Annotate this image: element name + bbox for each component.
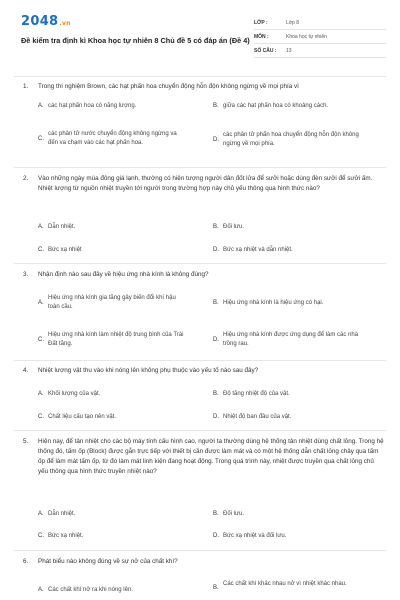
question-number: 4. — [23, 367, 29, 374]
divider — [14, 76, 386, 77]
option-5c[interactable] — [38, 530, 188, 542]
meta-row-count — [254, 44, 386, 58]
option-text: Bức xạ nhiệt và dẫn nhiệt. — [223, 246, 293, 253]
option-letter: C. — [38, 532, 44, 539]
option-letter: D. — [213, 246, 219, 253]
meta-value: 13 — [286, 47, 292, 54]
option-text: Dẫn nhiệt. — [48, 510, 76, 517]
option-letter: C. — [38, 413, 44, 420]
divider — [14, 263, 386, 264]
option-text: các phân tử phấn hoa chuyển động hỗn độn không ngừng về mọi phía. — [223, 132, 359, 147]
option-4a[interactable] — [38, 388, 188, 400]
option-letter: A. — [38, 299, 44, 306]
meta-row-subject — [254, 30, 386, 44]
question-text: Trong thí nghiệm Brown, các hạt phấn hoa chuyển động hỗn độn không ngừng về mọi phía vì — [38, 83, 299, 90]
meta-value: Khoa học tự nhiên — [286, 33, 327, 40]
option-text: Hiệu ứng nhà kính là hiệu ứng có hại. — [223, 299, 324, 306]
option-5d[interactable] — [213, 530, 363, 542]
option-letter: A. — [38, 390, 44, 397]
option-4c[interactable] — [38, 411, 188, 423]
option-3c[interactable] — [38, 329, 188, 351]
option-letter: B. — [213, 223, 219, 230]
option-letter: A. — [38, 586, 44, 593]
divider — [14, 550, 386, 551]
option-text: Khối lượng của vật. — [48, 390, 101, 397]
option-2a[interactable] — [38, 221, 188, 233]
question-text: Vào những ngày mùa đông giá lạnh, thường có hiện tượng người dân đốt lửa để sưởi hoặc dùng đèn sưởi để sưởi ấm. Nhiệt lượng từ nguồn nhiệt truyền tới người trong trường hợp này chủ yếu thông qua hình thức nào? — [38, 175, 373, 192]
option-text: Đối lưu. — [223, 223, 245, 230]
meta-row-class — [254, 16, 386, 30]
question-number: 5. — [23, 438, 29, 445]
document-header — [14, 10, 386, 74]
option-1c[interactable] — [38, 124, 188, 154]
option-2d[interactable] — [213, 244, 363, 256]
option-4b[interactable] — [213, 388, 363, 400]
meta-value: Lớp 8 — [286, 19, 300, 26]
option-letter: C. — [38, 246, 44, 253]
option-text: Nhiệt độ ban đầu của vật. — [223, 413, 292, 420]
option-4d[interactable] — [213, 411, 363, 423]
option-letter: D. — [213, 136, 219, 143]
option-5b[interactable] — [213, 508, 363, 520]
meta-key: MÔN : — [254, 33, 269, 40]
option-2b[interactable] — [213, 221, 363, 233]
option-text: Đối lưu. — [223, 510, 245, 517]
option-3d[interactable] — [213, 329, 363, 351]
option-3a[interactable] — [38, 292, 188, 314]
option-1d[interactable] — [213, 128, 363, 152]
option-letter: D. — [213, 532, 219, 539]
option-text: Hiệu ứng nhà kính làm nhiệt độ trung bình của Trái Đất tăng. — [48, 332, 184, 347]
option-1b[interactable] — [213, 100, 383, 112]
option-text: Bức xạ nhiệt. — [48, 532, 84, 539]
option-1a[interactable] — [38, 100, 188, 112]
option-2c[interactable] — [38, 244, 188, 256]
option-text: Bức xạ nhiệt — [48, 246, 82, 253]
meta-key: LỚP : — [254, 19, 268, 26]
question-text: Hiện nay, để tản nhiệt cho các bộ máy tính cấu hình cao, người ta thường dùng hệ thống tản nhiệt dùng chất lỏng. Trong hệ thống đó, tấm ốp (Block) được gắn trực tiếp với thiết bị cần được làm mát và có một hệ thống dẫn chất lỏng chảy qua tấm ốp để làm mát tấm ốp, từ đó làm mát linh kiện đang hoạt động. Trong quá trình này, nhiệt được truyền qua chất lỏng chủ yếu thông qua hình thức truyền nhiệt nào? — [38, 438, 384, 475]
divider — [14, 167, 386, 168]
question-text: Nhiệt lượng vật thu vào khi nóng lên không phụ thuộc vào yếu tố nào sau đây? — [38, 367, 259, 374]
question-number: 6. — [23, 558, 29, 565]
question-number: 3. — [23, 271, 29, 278]
question-text: Phát biểu nào không đúng về sự nở của chất khí? — [38, 558, 178, 565]
site-logo[interactable] — [21, 14, 71, 29]
option-3b[interactable] — [213, 297, 383, 309]
question-number: 2. — [23, 175, 29, 182]
option-text: Bức xạ nhiệt và đối lưu. — [223, 532, 287, 539]
option-6a[interactable] — [38, 584, 188, 596]
option-letter: A. — [38, 510, 44, 517]
meta-key: SỐ CÂU : — [254, 47, 277, 54]
option-letter: D. — [213, 413, 219, 420]
document-meta — [254, 16, 386, 58]
option-text: Chất liệu cấu tạo nên vật. — [48, 413, 117, 420]
divider — [14, 360, 386, 361]
logo-suffix-text: .vn — [59, 20, 71, 27]
option-text: Các chất khí khác nhau nở vì nhiệt khác nhau. — [223, 581, 347, 587]
option-text: Độ tăng nhiệt độ của vật. — [223, 390, 290, 397]
option-letter: B. — [213, 102, 219, 109]
option-letter: B. — [213, 510, 219, 517]
option-text: giữa các hạt phấn hoa có khoảng cách. — [223, 102, 329, 109]
logo-main-text: 2048 — [21, 14, 59, 29]
option-letter: B. — [213, 299, 219, 306]
option-6b[interactable] — [213, 580, 363, 600]
option-text: Dẫn nhiệt. — [48, 223, 76, 230]
option-letter: B. — [213, 585, 219, 591]
option-letter: A. — [38, 102, 44, 109]
option-letter: A. — [38, 223, 44, 230]
option-text: các hạt phấn hoa có năng lượng. — [48, 102, 137, 109]
option-letter: C. — [38, 135, 44, 142]
option-text: Các chất khí nở ra khi nóng lên. — [48, 586, 133, 593]
option-letter: D. — [213, 336, 219, 343]
option-text: Hiệu ứng nhà kính được ứng dụng để làm các nhà trồng rau. — [223, 332, 359, 347]
document-title: Đề kiểm tra định kì Khoa học tự nhiên 8 Chủ đề 5 có đáp án (Đề 4) — [21, 36, 250, 45]
option-letter: B. — [213, 390, 219, 397]
option-text: Hiệu ứng nhà kính gia tăng gây biến đổi khí hậu toàn cầu. — [48, 295, 176, 310]
question-text: Nhận định nào sau đây về hiệu ứng nhà kính là không đúng? — [38, 271, 209, 278]
divider — [14, 430, 386, 431]
question-number: 1. — [23, 83, 29, 90]
option-letter: C. — [38, 336, 44, 343]
option-text: các phân tử nước chuyển động không ngừng va đến va chạm vào các hạt phấn hoa. — [48, 131, 177, 146]
option-5a[interactable] — [38, 508, 188, 520]
